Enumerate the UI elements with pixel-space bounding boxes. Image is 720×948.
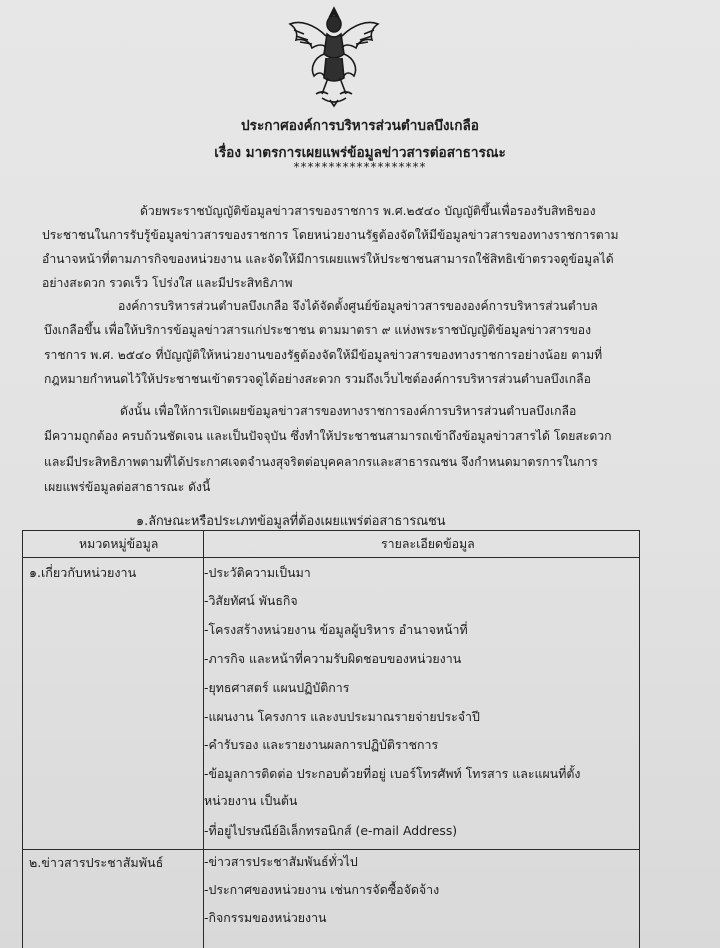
paragraph-3-line-1: ดังนั้น เพื่อให้การเปิดเผยข้อมูลข่าวสารของทางราชการองค์การบริหารส่วนตำบลบึงเกลือ (120, 404, 577, 418)
table-row-divider (23, 849, 639, 850)
paragraph-2-line-3: ราชการ พ.ศ. ๒๕๔๐ ที่บัญญัติให้หน่วยงานของรัฐต้องจัดให้มีข้อมูลข่าวสารของทางราชการอย่างน้อย ตามที่ (44, 348, 603, 362)
table-row-1-item: -ประวัติความเป็นมา (204, 565, 311, 580)
table-header-divider (23, 557, 639, 558)
table-row-1-item: -แผนงาน โครงการ และงบประมาณรายจ่ายประจำปี (204, 709, 480, 724)
table-row-1-item: -ที่อยู่ไปรษณีย์อิเล็กทรอนิกส์ (e-mail Address) (204, 823, 458, 838)
table-row-1-item: -ภารกิจ และหน้าที่ความรับผิดชอบของหน่วยงาน (204, 651, 462, 666)
table-row-2-item: -ประกาศของหน่วยงาน เช่นการจัดซื้อจัดจ้าง (204, 882, 440, 897)
paragraph-2-line-1: องค์การบริหารส่วนตำบลบึงเกลือ จึงได้จัดตั้งศูนย์ข้อมูลข่าวสารขององค์การบริหารส่วนตำบล (118, 299, 598, 313)
table-row-2-category: ๒.ข่าวสารประชาสัมพันธ์ (29, 855, 164, 870)
paragraph-2-line-4: กฎหมายกำหนดไว้ให้ประชาชนเข้าตรวจดูได้อย่างสะดวก รวมถึงเว็บไซต์องค์การบริหารส่วนตำบลบึงเกลือ (44, 372, 591, 386)
paragraph-3-line-2: มีความถูกต้อง ครบถ้วนชัดเจน และเป็นปัจจุบัน ซึ่งทำให้ประชาชนสามารถเข้าถึงข้อมูลข่าวสารได้ โดยสะดวก (44, 429, 612, 443)
table-row-1-item: -ข้อมูลการติดต่อ ประกอบด้วยที่อยู่ เบอร์โทรศัพท์ โทรสาร และแผนที่ตั้ง (204, 766, 581, 781)
paragraph-1-line-4: อย่างสะดวก รวดเร็ว โปร่งใส และมีประสิทธิภาพ (42, 276, 293, 290)
announcement-title: ประกาศองค์การบริหารส่วนตำบลบึงเกลือ (241, 118, 479, 134)
separator-stars: ******************* (293, 160, 427, 174)
paragraph-1-line-2: ประชาชนในการรับรู้ข้อมูลข่าวสารของราชการ โดยหน่วยงานรัฐต้องจัดให้มีข้อมูลข่าวสารของทางราชการตาม (42, 228, 619, 242)
info-table (22, 530, 640, 948)
table-row-1-category: ๑.เกี่ยวกับหน่วยงาน (29, 565, 137, 580)
section-title: ๑.ลักษณะหรือประเภทข้อมูลที่ต้องเผยแพร่ต่อสาธารณชน (136, 514, 446, 529)
garuda-emblem-icon (286, 4, 382, 108)
table-row-1-item: -คำรับรอง และรายงานผลการปฏิบัติราชการ (204, 737, 439, 752)
table-row-1-item: -ยุทธศาสตร์ แผนปฏิบัติการ (204, 680, 350, 695)
table-row-1-item: -วิสัยทัศน์ พันธกิจ (204, 593, 298, 608)
paragraph-1-line-1: ด้วยพระราชบัญญัติข้อมูลข่าวสารของราชการ พ.ศ.๒๕๔๐ บัญญัติขึ้นเพื่อรองรับสิทธิของ (140, 204, 596, 218)
paragraph-3-line-3: และมีประสิทธิภาพตามที่ได้ประกาศเจตจำนงสุจริตต่อบุคคลากรและสาธารณชน จึงกำหนดมาตรการในการ (44, 455, 598, 469)
paragraph-3-line-4: เผยแพร่ข้อมูลต่อสาธารณะ ดังนี้ (44, 480, 211, 494)
table-header-category: หมวดหมู่ข้อมูล (79, 536, 159, 551)
announcement-subject: เรื่อง มาตรการเผยแพร่ข้อมูลข่าวสารต่อสาธารณะ (214, 145, 506, 161)
paragraph-2-line-2: บึงเกลือขึ้น เพื่อให้บริการข้อมูลข่าวสารแก่ประชาชน ตามมาตรา ๙ แห่งพระราชบัญญัติข้อมูลข่าวสารของ (44, 323, 592, 337)
table-row-2-item: -กิจกรรมของหน่วยงาน (204, 910, 327, 925)
paragraph-1-line-3: อำนาจหน้าที่ตามภารกิจของหน่วยงาน และจัดให้มีการเผยแพร่ให้ประชาชนสามารถใช้สิทธิเข้าตรวจดูข้อมูลได้ (42, 252, 614, 266)
table-row-2-item: -ข่าวสารประชาสัมพันธ์ทั่วไป (204, 854, 358, 869)
table-row-1-item: หน่วยงาน เป็นต้น (204, 793, 298, 808)
table-header-details: รายละเอียดข้อมูล (381, 536, 475, 551)
table-row-1-item: -โครงสร้างหน่วยงาน ข้อมูลผู้บริหาร อำนาจหน้าที่ (204, 622, 468, 637)
